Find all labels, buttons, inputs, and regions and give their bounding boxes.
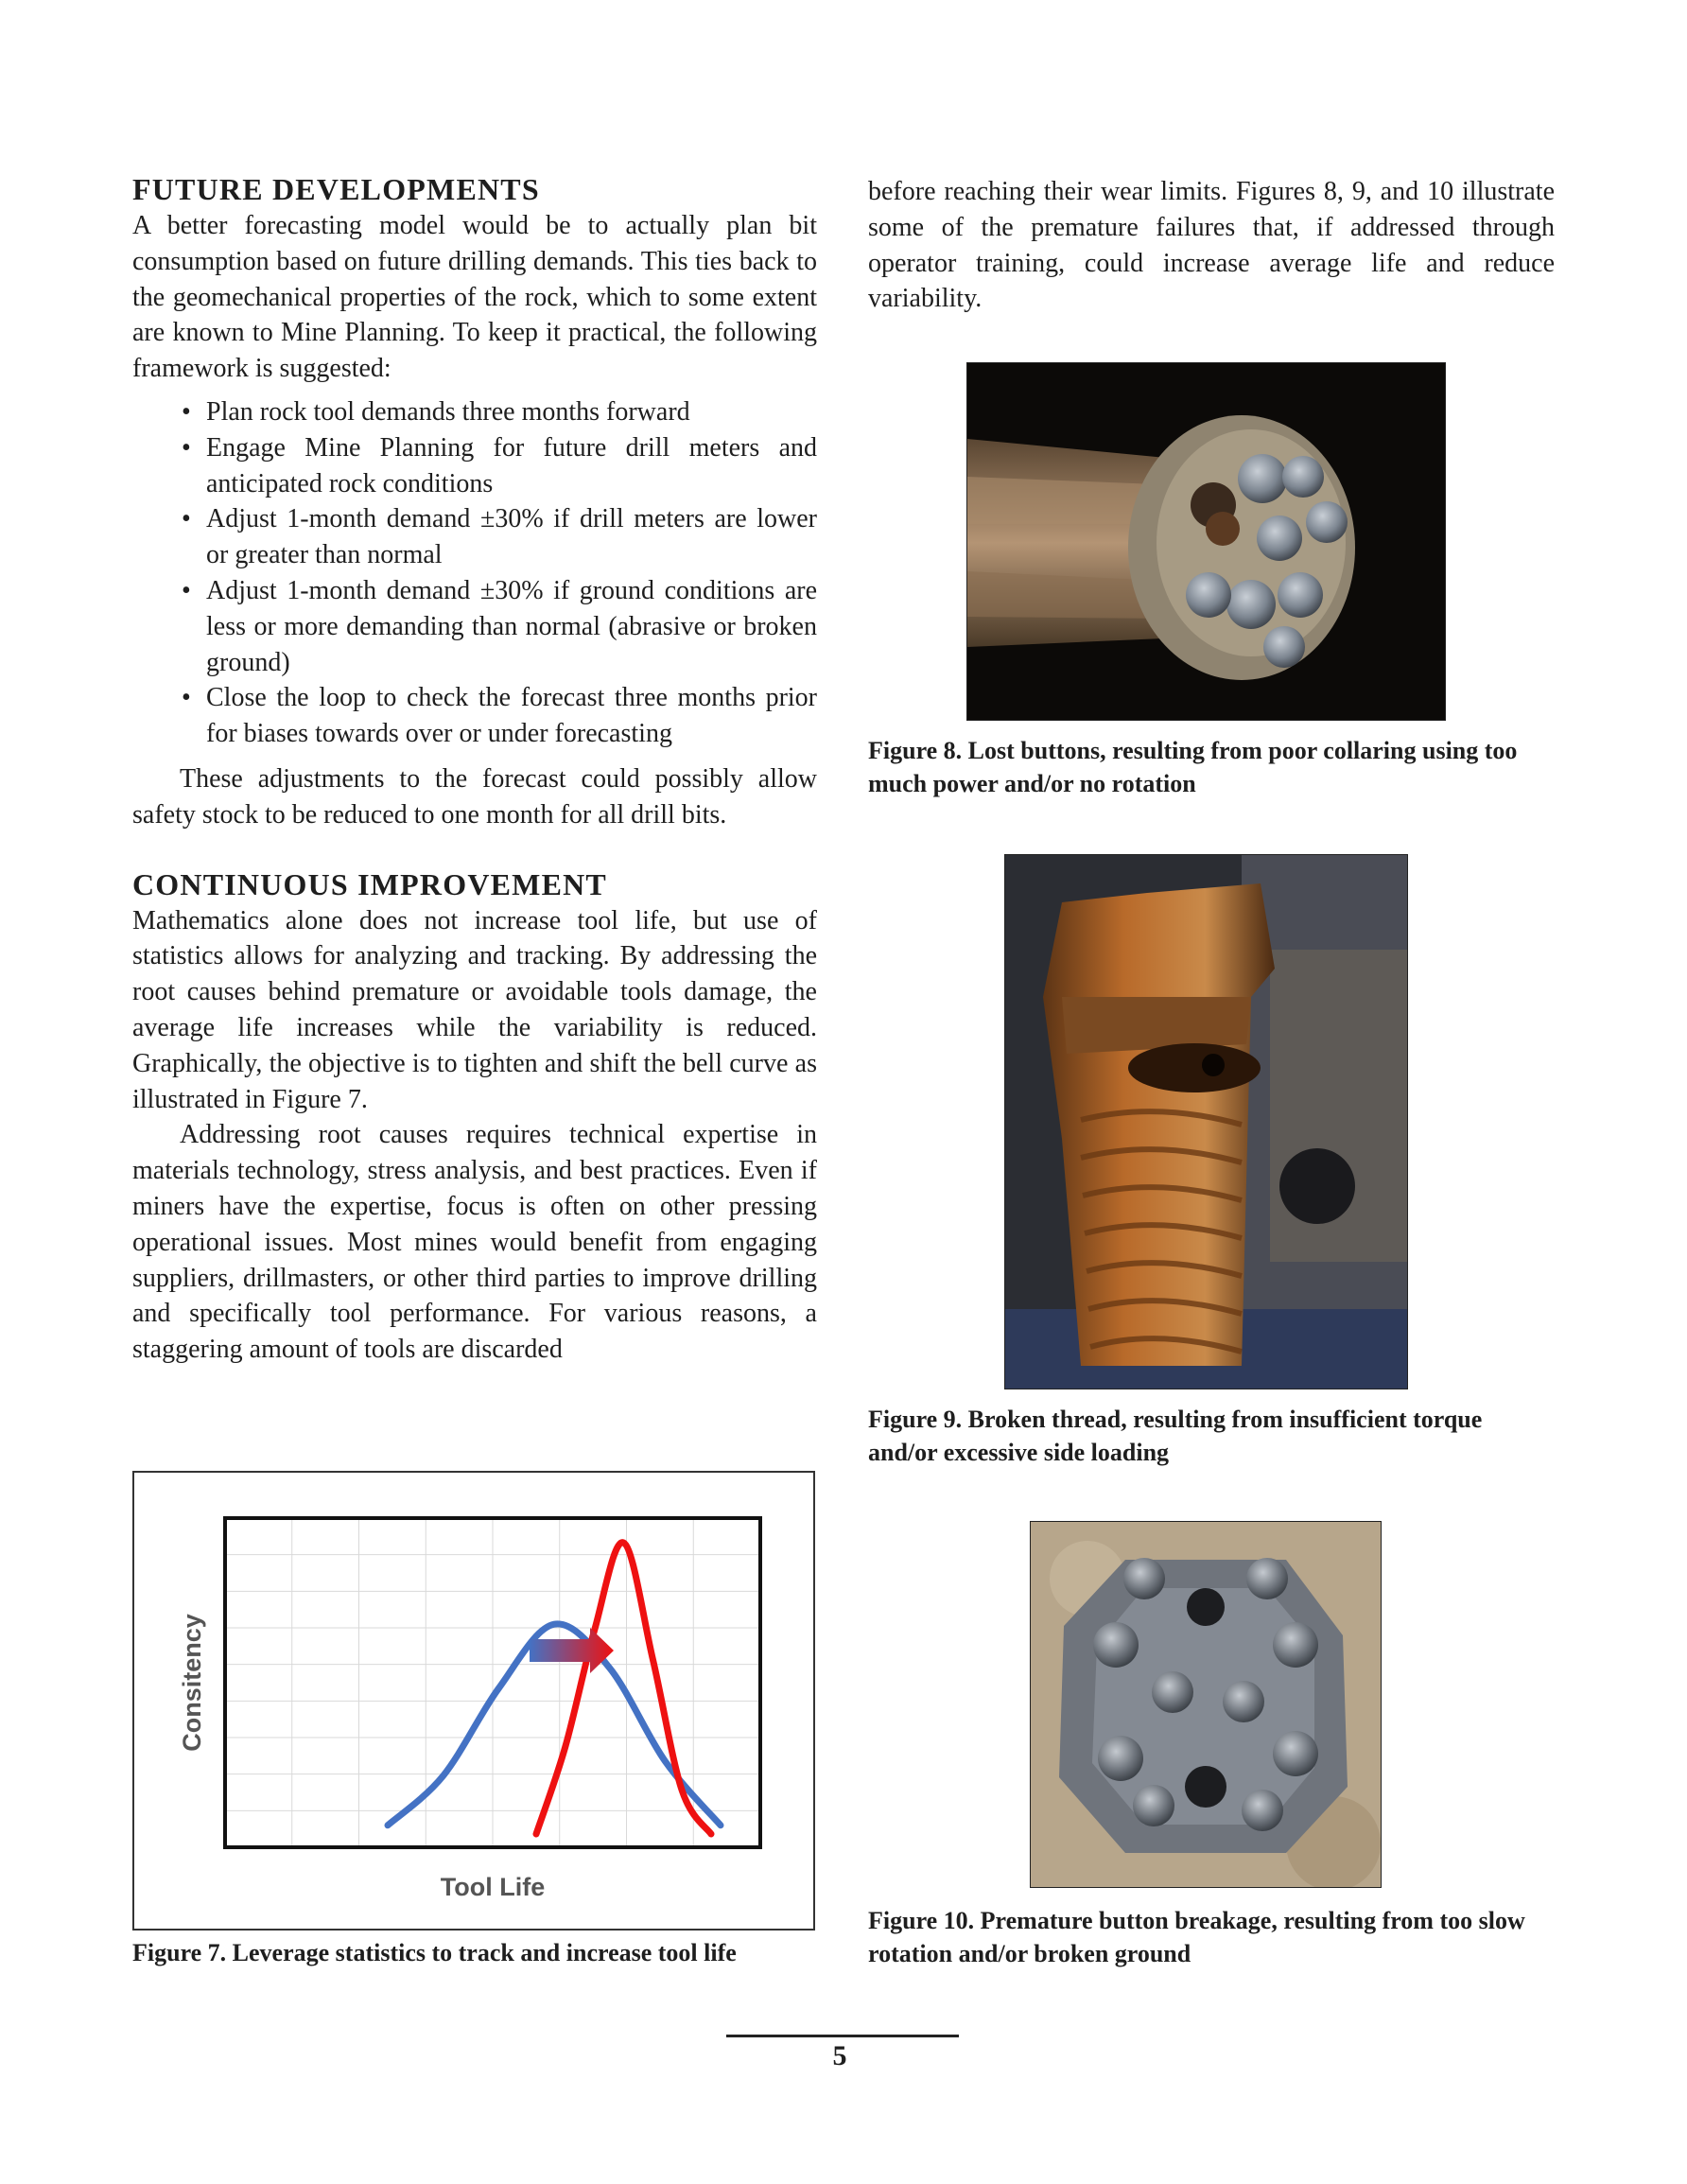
list-item: • Plan rock tool demands three months forward	[206, 394, 817, 430]
page-number: 5	[832, 2040, 847, 2071]
continuous-paragraph-3: before reaching their wear limits. Figures 8, 9, and 10 illustrate some of the premature failures that, if addressed through operator training, could increase average life and reduce variability.	[868, 177, 1555, 314]
figure-9-photo	[1004, 854, 1408, 1389]
figure-7-caption: Figure 7. Leverage statistics to track and increase tool life	[132, 1939, 737, 1966]
future-paragraph: A better forecasting model would be to actually plan bit consumption based on future drilling demands. This ties back to the geomechanical properties of the rock, which to some extent are known to Mine Planning. To keep it practical, the following framework is suggested:	[132, 211, 817, 384]
figure-10-photo	[1030, 1521, 1382, 1888]
left-column	[132, 170, 817, 1368]
heading-future-developments: FUTURE DEVELOPMENTS	[132, 172, 540, 206]
framework-list	[132, 394, 817, 752]
figure-8-photo	[966, 362, 1446, 721]
y-axis-label: Consitency	[178, 1614, 206, 1752]
right-column	[868, 174, 1555, 317]
figure-10-caption: Figure 10. Premature button breakage, resulting from too slow rotation and/or broken ground	[868, 1907, 1525, 1967]
x-axis-label: Tool Life	[440, 1873, 546, 1901]
figure-8-caption: Figure 8. Lost buttons, resulting from poor collaring using too much power and/or no rotation	[868, 737, 1518, 797]
list-item: • Adjust 1-month demand ±30% if ground conditions are less or more demanding than normal (abrasive or broken ground)	[206, 573, 817, 680]
list-item: • Adjust 1-month demand ±30% if drill meters are lower or greater than normal	[206, 501, 817, 573]
future-paragraph-2: These adjustments to the forecast could possibly allow safety stock to be reduced to one month for all drill bits.	[132, 763, 817, 830]
list-item: • Engage Mine Planning for future drill meters and anticipated rock conditions	[206, 430, 817, 502]
continuous-paragraph-1: Mathematics alone does not increase tool life, but use of statistics allows for analyzing and tracking. By addressing the root causes behind premature or avoidable tools damage, the average life increases while the variability is reduced. Graphically, the objective is to tighten and shift the bell curve as illustrated in Figure 7.	[132, 905, 817, 1114]
bell-curve-chart	[134, 1473, 813, 1929]
figure-9-caption: Figure 9. Broken thread, resulting from insufficient torque and/or excessive side loading	[868, 1406, 1483, 1466]
footer-rule	[726, 2035, 959, 2037]
list-item: • Close the loop to check the forecast three months prior for biases towards over or under forecasting	[206, 680, 817, 752]
figure-7-chart	[132, 1471, 815, 1931]
heading-continuous-improvement: CONTINUOUS IMPROVEMENT	[132, 866, 607, 901]
continuous-paragraph-2: Addressing root causes requires technical expertise in materials technology, stress analysis, and best practices. Even if miners have the expertise, focus is often on other pressing operational issues. Most mines would benefit from engaging suppliers, drillmasters, or other third parties to improve drilling and specifically tool performance. For various reasons, a staggering amount of tools are discarded	[132, 1120, 817, 1365]
